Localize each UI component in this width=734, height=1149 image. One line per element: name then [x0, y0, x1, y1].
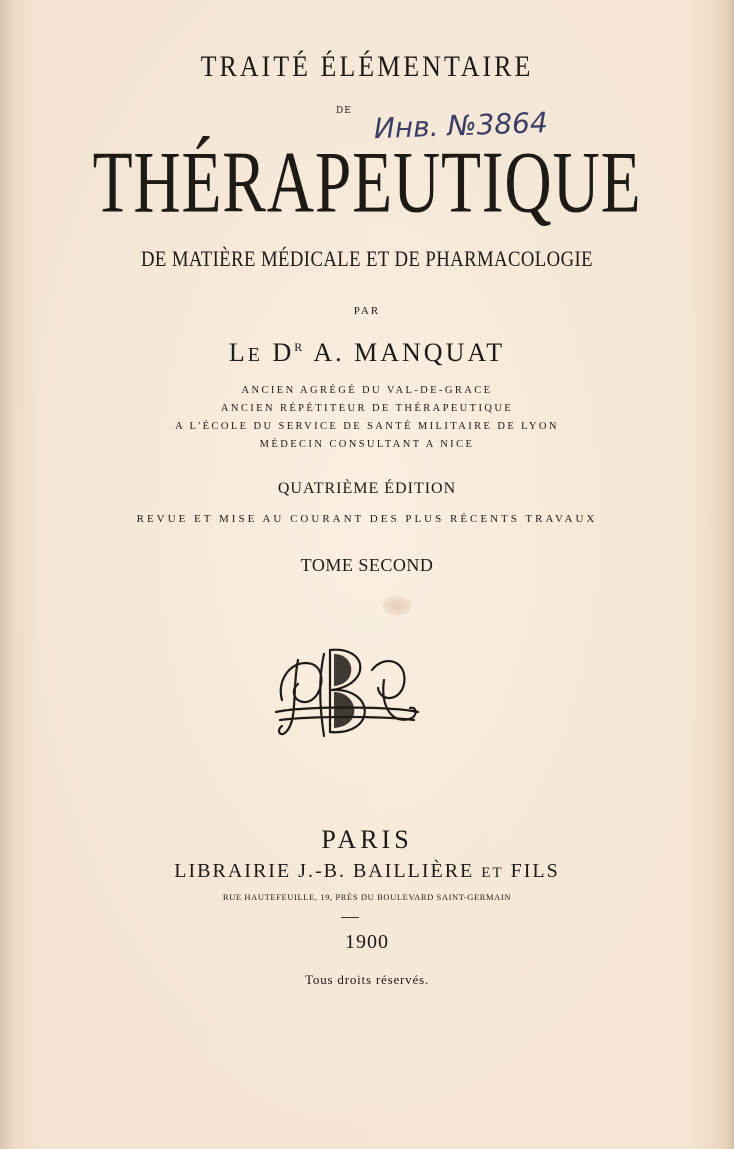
by-line: PAR	[353, 305, 381, 317]
revision-note: REVUE ET MISE AU COURANT DES PLUS RÉCENTS TRAVAUX	[136, 513, 598, 525]
edition: QUATRIÈME ÉDITION	[277, 480, 457, 497]
author-le-initial: L	[228, 338, 248, 367]
author-dr-initial: D	[272, 338, 295, 367]
subtitle: DE MATIÈRE MÉDICALE ET DE PHARMACOLOGIE	[140, 246, 594, 271]
handwritten-note-text: Инв. №3864	[373, 106, 549, 146]
title-line-1: TRAITÉ ÉLÉMENTAIRE	[200, 49, 534, 84]
author-le-rest: E	[247, 344, 263, 366]
publication-year: 1900	[345, 931, 389, 953]
credential-line: ANCIEN RÉPÉTITEUR DE THÉRAPEUTIQUE	[220, 403, 514, 414]
publisher-monogram-jbb-icon	[272, 640, 422, 745]
title-de: DE	[336, 106, 352, 116]
publisher-et: ET	[481, 865, 504, 881]
paper-stain	[382, 596, 412, 616]
author-line	[0, 338, 734, 368]
city: PARIS	[321, 825, 413, 854]
credential-line: ANCIEN AGRÉGÉ DU VAL-DE-GRACE	[241, 385, 493, 396]
author-name: A. MANQUAT	[313, 338, 506, 367]
publisher-name: LIBRAIRIE J.-B. BAILLIÈRE	[174, 860, 475, 882]
credential-line: A L'ÉCOLE DU SERVICE DE SANTÉ MILITAIRE DE LYON	[175, 421, 559, 432]
credential-line: MÉDECIN CONSULTANT A NICE	[259, 439, 475, 450]
author-dr-sup: R	[294, 340, 306, 354]
publisher-address: RUE HAUTEFEUILLE, 19, PRÈS DU BOULEVARD SAINT-GERMAIN	[222, 892, 512, 902]
divider	[341, 917, 359, 918]
main-title: THÉRAPEUTIQUE	[92, 133, 642, 232]
publisher-fils: FILS	[510, 860, 560, 882]
publisher-line	[0, 860, 734, 883]
rights-notice: Tous droits réservés.	[305, 972, 429, 987]
volume: TOME SECOND	[300, 555, 434, 575]
